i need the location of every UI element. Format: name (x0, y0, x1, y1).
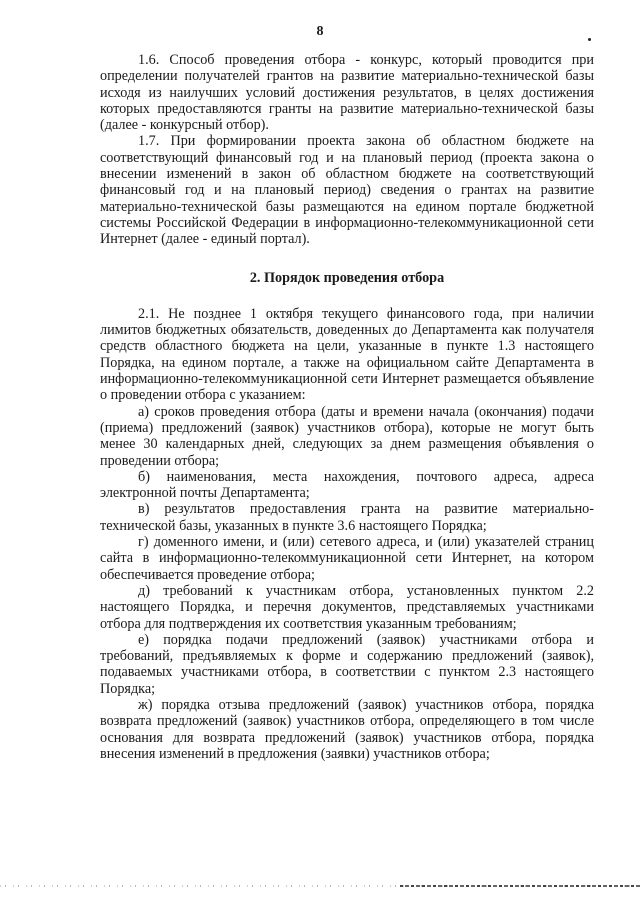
document-body (100, 52, 594, 762)
section-2-heading: 2. Порядок проведения отбора (249, 269, 445, 286)
list-item-zh: ж) порядка отзыва предложений (заявок) участников отбора, порядка возврата предложений (заявок) участников отбора, определяющего в том числе основания для возврата предложений (заявок) участников отбора, порядка внесения изменений в предложения (заявки) участников отбора; (100, 696, 594, 762)
paragraph-1-6: 1.6. Способ проведения отбора - конкурс, который проводится при определении получателей грантов на развитие материально-технической базы исходя из наилучших условий достижения результатов, в целях достижения которых предоставляются гранты на развитие материально-технической базы (далее - конкурсный отбор). (100, 52, 594, 134)
page-number: 8 (316, 24, 324, 39)
list-item-v: в) результатов предоставления гранта на развитие материально-технической базы, указанных в пункте 3.6 настоящего Порядка; (100, 501, 594, 534)
list-item-b: б) наименования, места нахождения, почтового адреса, адреса электронной почты Департамента; (100, 468, 594, 502)
paragraph-2-1: 2.1. Не позднее 1 октября текущего финансового года, при наличии лимитов бюджетных обязательств, доведенных до Департамента как получателя средств областного бюджета на цели, указанные в пункте 1.3 настоящего Порядка, на едином портале, а также на официальном сайте Департамента в информационно-телекоммуникационной сети Интернет размещается объявление о проведении отбора с указанием: (100, 305, 594, 404)
paragraph-1-7: 1.7. При формировании проекта закона об областном бюджете на соответствующий финансовый год и на плановый период (проекта закона о внесении изменений в закон об областном бюджете на соответствующий финансовый год и на плановый период) сведения о грантах на развитие материально-технической базы размещаются на едином портале бюджетной системы Российской Федерации в информационно-телекоммуникационной сети Интернет (далее - единый портал). (100, 133, 594, 248)
list-item-d: д) требований к участникам отбора, установленных пунктом 2.2 настоящего Порядка, и перечня документов, представляемых участниками отбора для подтверждения их соответствия указанным требованиям; (100, 582, 594, 632)
list-item-g: г) доменного имени, и (или) сетевого адреса, и (или) указателей страниц сайта в информационно-телекоммуникационной сети Интернет, на котором обеспечивается проведение отбора; (100, 534, 594, 583)
scan-speck (588, 38, 591, 41)
list-item-e: е) порядка подачи предложений (заявок) участниками отбора и требований, предъявляемых к форме и содержанию предложений (заявок), подаваемых участниками отбора, в соответствии с пунктом 2.3 настоящего Порядка; (100, 631, 594, 697)
scan-edge-noise-dark (400, 885, 640, 887)
list-item-a: а) сроков проведения отбора (даты и времени начала (окончания) подачи (приема) предложений (заявок) участников отбора), которые не могут быть менее 30 календарных дней, следующих за днем размещения объявления о проведении отбора; (100, 403, 594, 469)
